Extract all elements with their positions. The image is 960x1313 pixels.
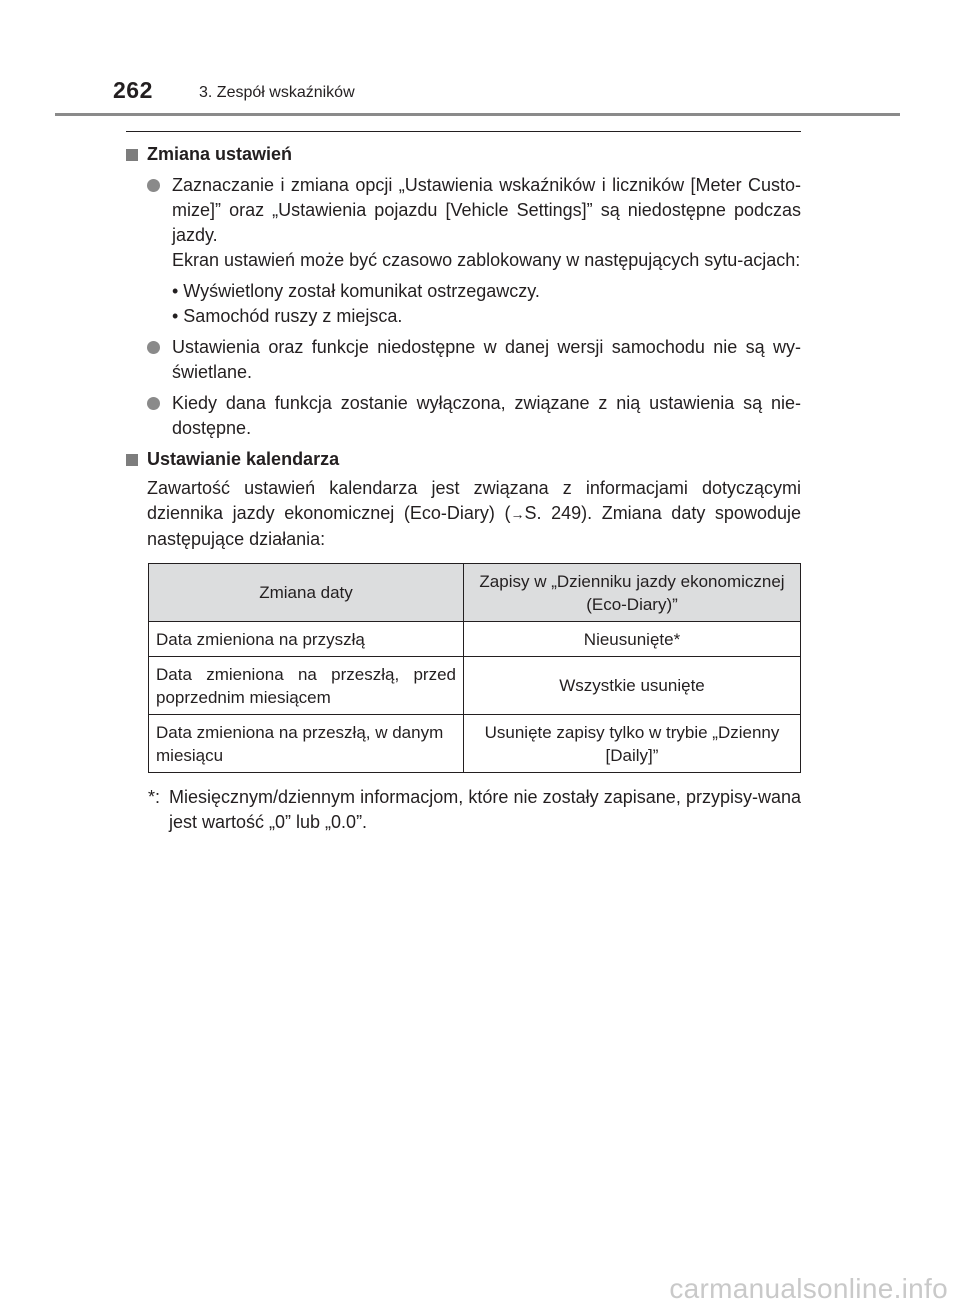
table-cell: Data zmieniona na przyszłą [149, 622, 464, 657]
bullet-item [126, 391, 801, 441]
table-row [149, 657, 801, 715]
table-cell: Usunięte zapisy tylko w trybie „Dzienny [Daily]” [464, 715, 801, 773]
table-row [149, 622, 801, 657]
calendar-paragraph [126, 476, 801, 552]
footnote [148, 785, 801, 835]
paragraph-text: Zawartość ustawień kalendarza jest związana z informacjami dotyczącymi dziennika jazdy ekonomicznej (Eco-Diary) ( [147, 478, 801, 523]
footnote-mark: *: [148, 787, 161, 807]
section-heading-text: Ustawianie kalendarza [147, 449, 340, 469]
page-number: 262 [113, 77, 153, 103]
page-content [126, 140, 801, 552]
table-cell: Data zmieniona na przeszłą, w danym miesiącu [149, 715, 464, 773]
watermark: carmanualsonline.info [669, 1273, 948, 1304]
header-divider [55, 113, 900, 116]
footnote-text: Miesięcznym/dziennym informacjom, które nie zostały zapisane, przypisy-wana jest wartość „0” lub „0.0”. [169, 787, 801, 832]
bullet-text: Ustawienia oraz funkcje niedostępne w danej wersji samochodu nie są wy-świetlane. [172, 337, 801, 382]
table-cell: Wszystkie usunięte [464, 657, 801, 715]
sub-list-item: • Wyświetlony został komunikat ostrzegawczy. [172, 281, 540, 301]
arrow-icon: → [510, 506, 525, 522]
sub-list [172, 279, 801, 329]
section-heading-text: Zmiana ustawień [147, 144, 293, 164]
table-cell: Data zmieniona na przeszłą, przed poprzednim miesiącem [149, 657, 464, 715]
circle-bullet-icon [147, 179, 160, 192]
square-bullet-icon [126, 454, 138, 466]
page-header [0, 0, 960, 118]
table-header-row [149, 564, 801, 622]
table-row [149, 715, 801, 773]
bullet-item [126, 173, 801, 329]
bullet-item [126, 335, 801, 385]
page-reference: S. 249). Zmiana daty spowoduje następujące działania: [147, 503, 801, 549]
table-cell: Nieusunięte* [464, 622, 801, 657]
circle-bullet-icon [147, 397, 160, 410]
circle-bullet-icon [147, 341, 160, 354]
section-heading-calendar [126, 447, 801, 472]
bullet-text: Kiedy dana funkcja zostanie wyłączona, związane z nią ustawienia są nie-dostępne. [172, 393, 801, 438]
table-header-cell: Zapisy w „Dzienniku jazdy ekonomicznej (Eco-Diary)” [464, 564, 801, 622]
date-change-table [148, 563, 801, 773]
sub-list-item: • Samochód ruszy z miejsca. [172, 306, 403, 326]
square-bullet-icon [126, 149, 138, 161]
chapter-title: 3. Zespół wskaźników [199, 84, 355, 101]
content-divider [126, 131, 801, 132]
section-heading-settings [126, 142, 801, 167]
table-header-cell: Zmiana daty [149, 564, 464, 622]
bullet-text: Zaznaczanie i zmiana opcji „Ustawienia wskaźników i liczników [Meter Custo-mize]” oraz „Ustawienia pojazdu [Vehicle Settings]” są niedostępne podczas jazdy. [172, 175, 801, 245]
bullet-note: Ekran ustawień może być czasowo zablokowany w następujących sytu-acjach: [172, 250, 801, 270]
